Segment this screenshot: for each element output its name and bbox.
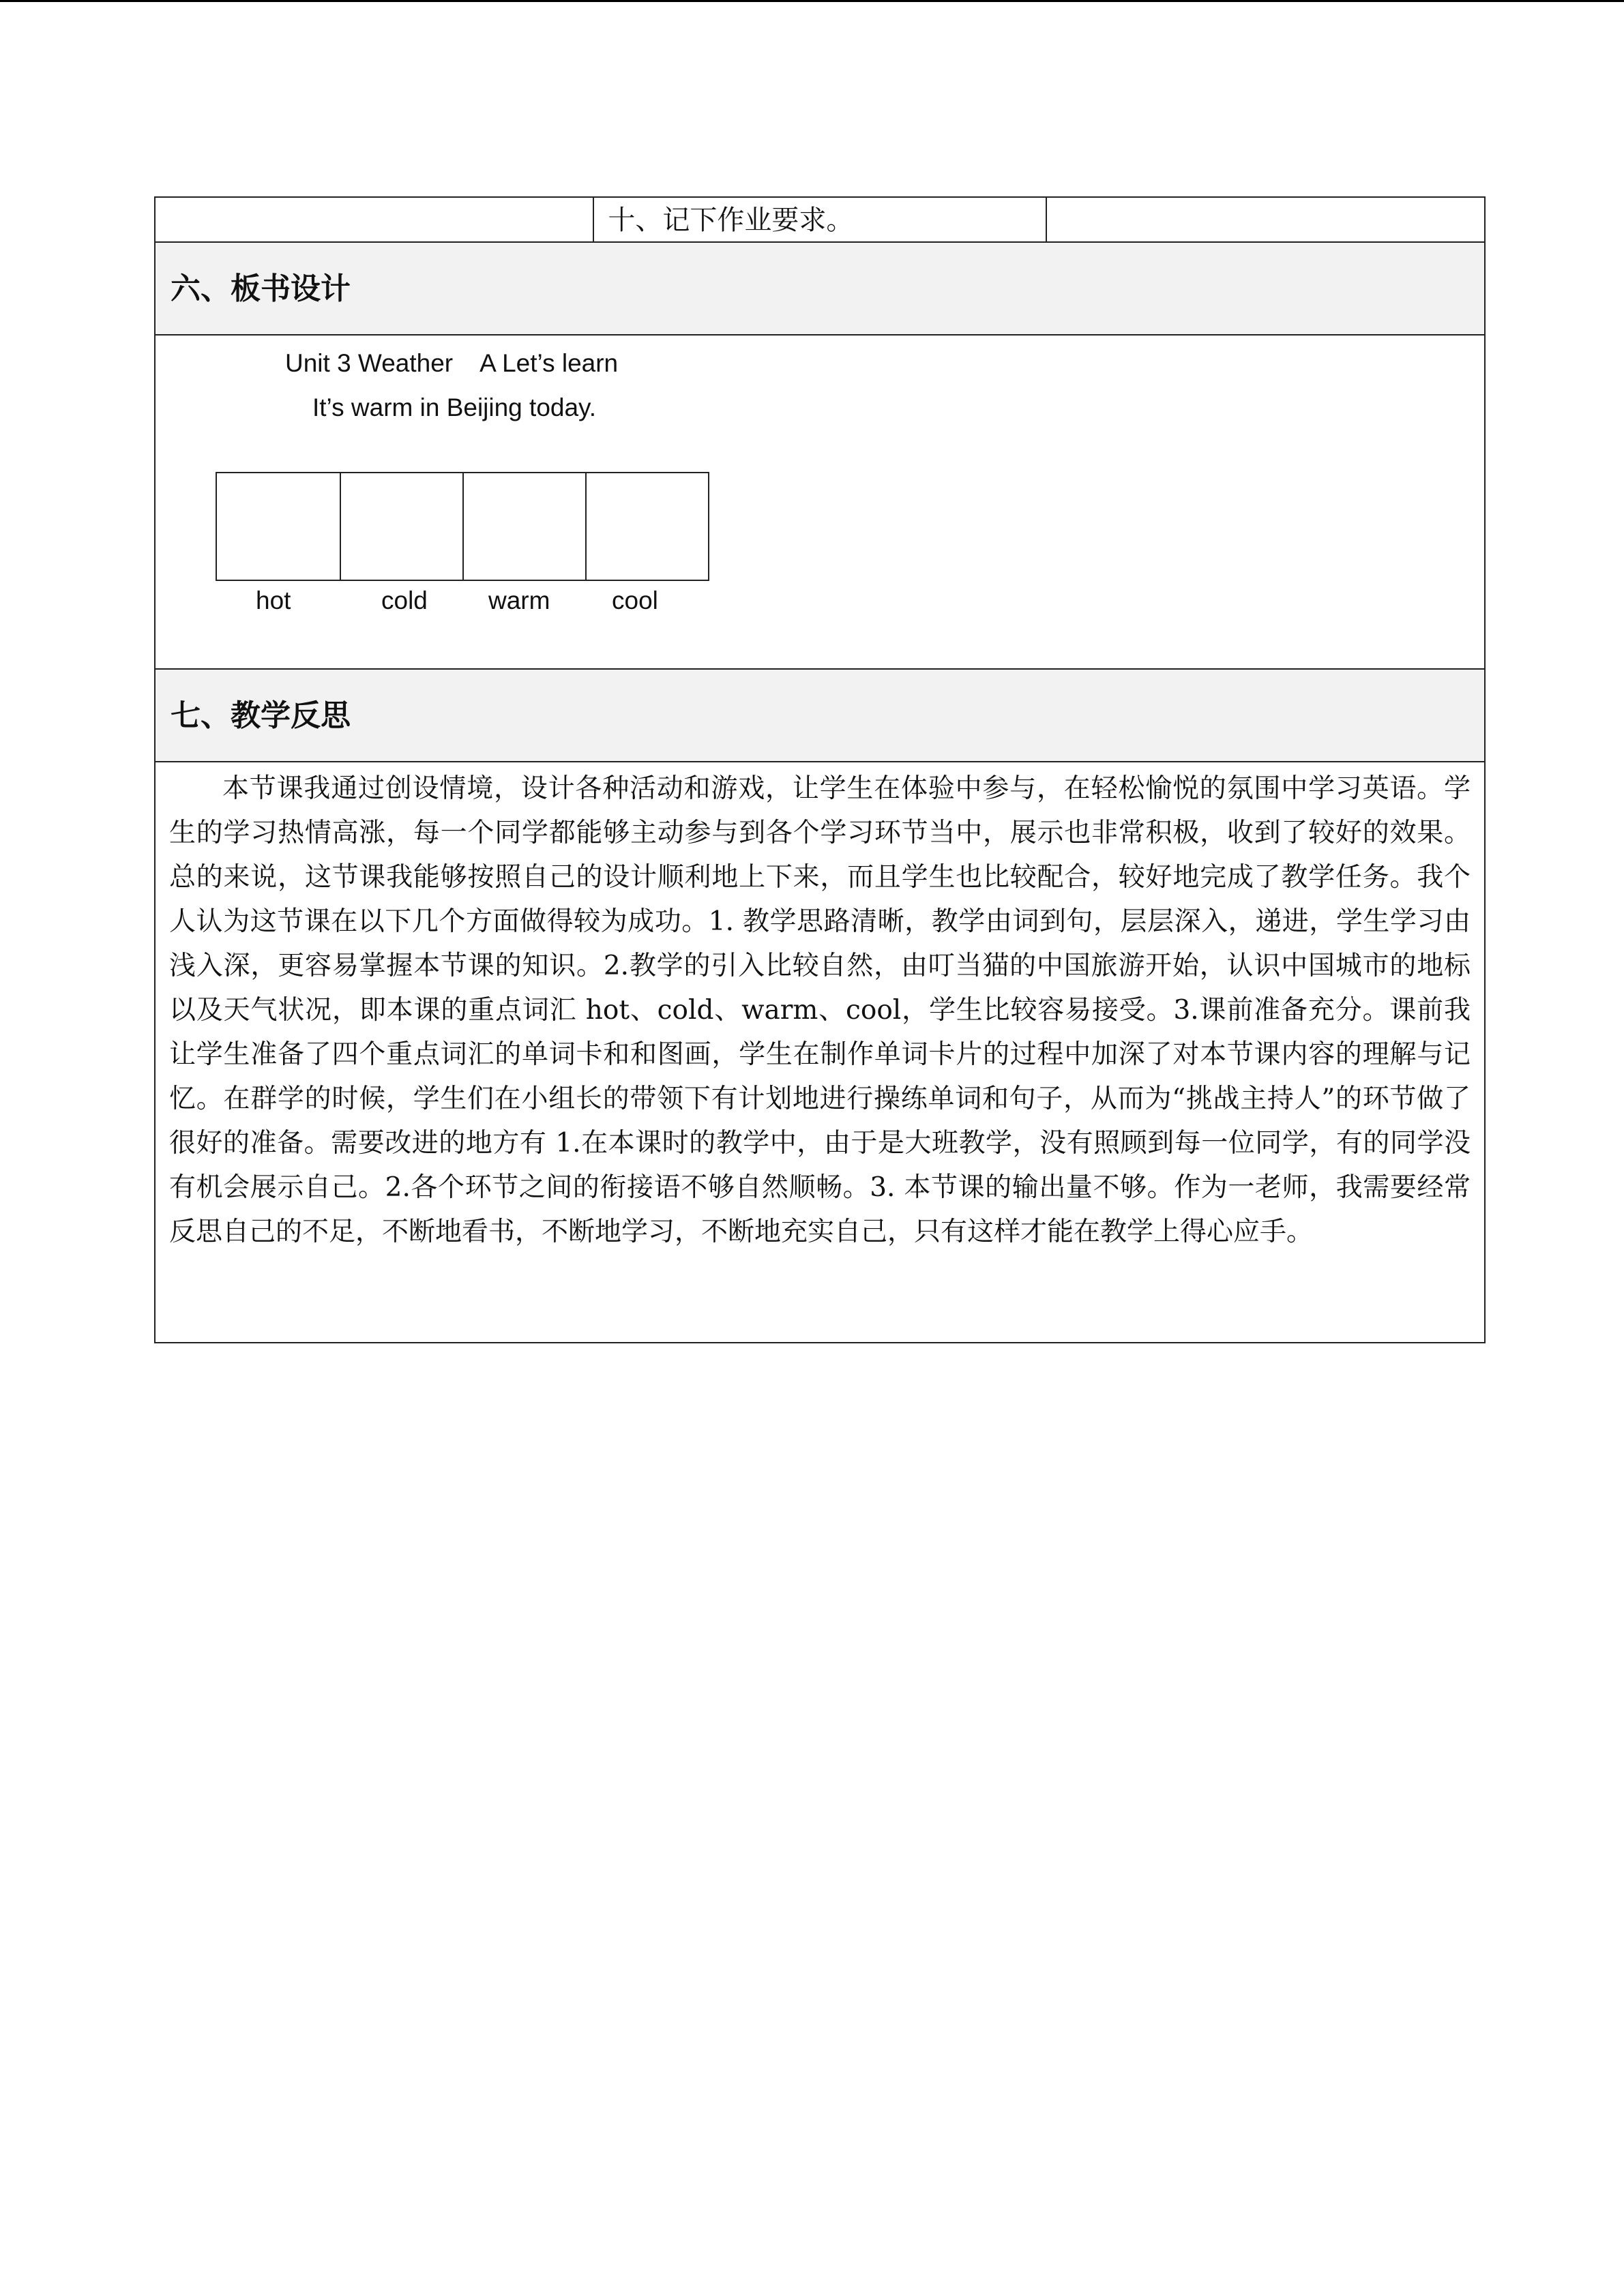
- word-card-box: [217, 473, 340, 580]
- lesson-plan-table: [154, 196, 1486, 1343]
- board-sentence: It’s warm in Beijing today.: [312, 393, 597, 421]
- word-label-cold: cold: [381, 586, 428, 614]
- homework-cell: 十、记下作业要求。: [593, 198, 1045, 241]
- board-design-heading: 六、板书设计: [154, 243, 1486, 336]
- reflection-heading: 七、教学反思: [154, 670, 1486, 762]
- empty-cell-right: [1046, 198, 1484, 241]
- empty-cell-left: [156, 198, 593, 241]
- board-title: Unit 3 Weather A Let’s learn: [285, 349, 619, 377]
- homework-row: [154, 196, 1486, 243]
- word-card-box: [462, 473, 585, 580]
- page-top-border: [0, 0, 1624, 2]
- word-label-hot: hot: [256, 586, 291, 614]
- word-card-box: [585, 473, 708, 580]
- board-design-content: [154, 336, 1486, 670]
- word-card-grid: [216, 472, 709, 581]
- word-label-warm: warm: [488, 586, 550, 614]
- word-card-box: [340, 473, 462, 580]
- word-label-cool: cool: [612, 586, 658, 614]
- reflection-body: 本节课我通过创设情境，设计各种活动和游戏，让学生在体验中参与，在轻松愉悦的氛围中学习英语。学生的学习热情高涨，每一个同学都能够主动参与到各个学习环节当中，展示也非常积极，收到了较好的效果。总的来说，这节课我能够按照自己的设计顺利地上下来，而且学生也比较配合，较好地完成了教学任务。我个人认为这节课在以下几个方面做得较为成功。1. 教学思路清晰，教学由词到句，层层深入，递进，学生学习由浅入深，更容易掌握本节课的知识。2.教学的引入比较自然，由叮当猫的中国旅游开始，认识中国城市的地标以及天气状况，即本课的重点词汇 hot、cold、warm、cool，学生比较容易接受。3.课前准备充分。课前我让学生准备了四个重点词汇的单词卡和和图画，学生在制作单词卡片的过程中加深了对本节课内容的理解与记忆。在群学的时候，学生们在小组长的带领下有计划地进行操练单词和句子，从而为“挑战主持人”的环节做了很好的准备。需要改进的地方有 1.在本课时的教学中，由于是大班教学，没有照顾到每一位同学，有的同学没有机会展示自己。2.各个环节之间的衔接语不够自然顺畅。3. 本节课的输出量不够。作为一老师，我需要经常反思自己的不足，不断地看书，不断地学习，不断地充实自己，只有这样才能在教学上得心应手。: [154, 762, 1486, 1343]
